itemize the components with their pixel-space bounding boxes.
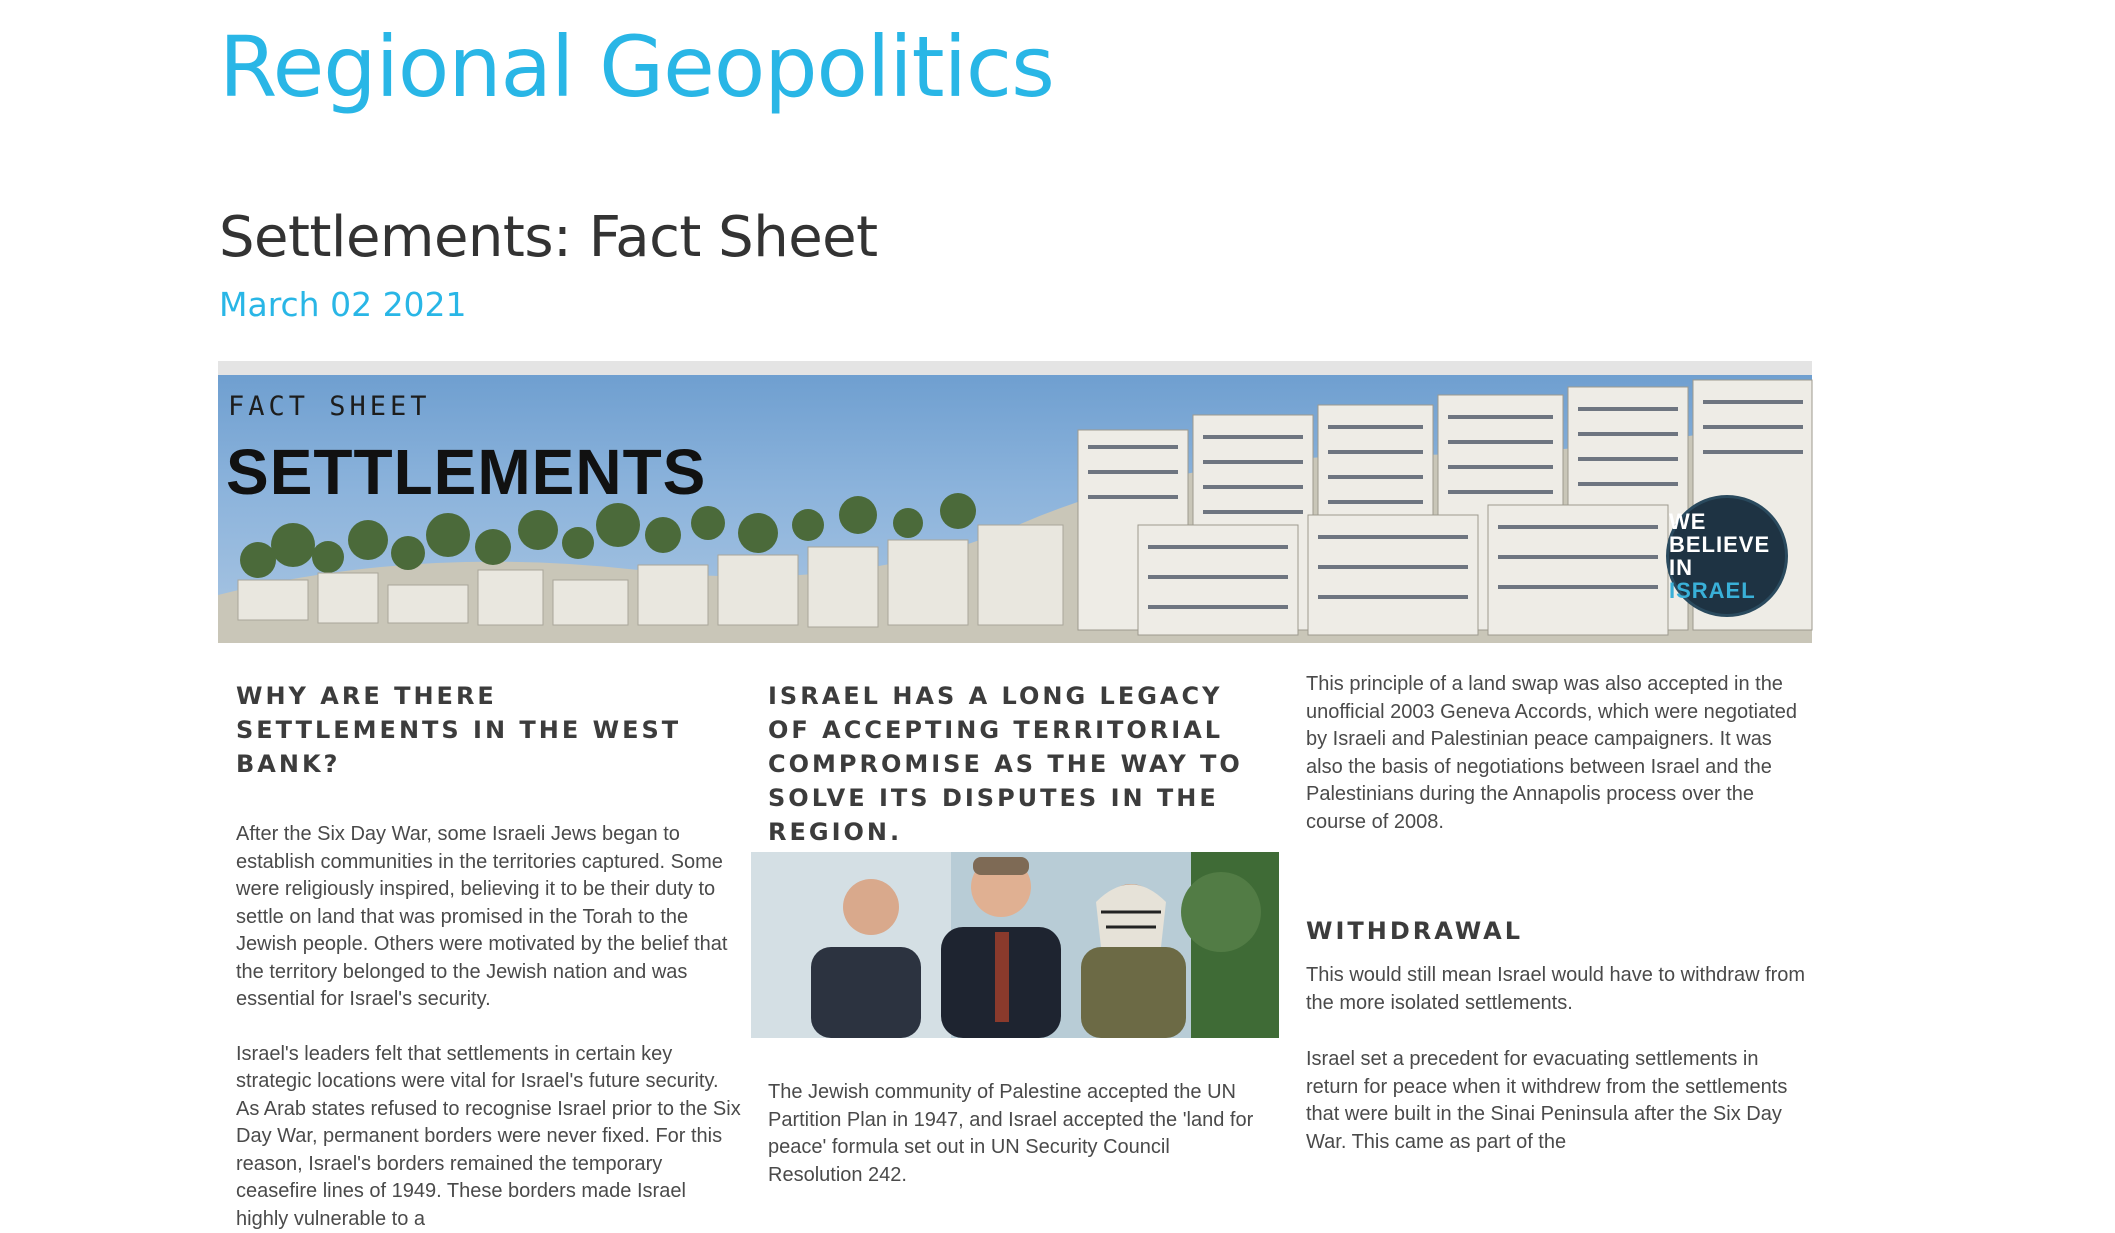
fact-sheet-image [218, 361, 1812, 1190]
banner-heading: SETTLEMENTS [226, 435, 706, 509]
badge-line-2-accent: ISRAEL [1669, 578, 1756, 603]
peace-accord-photo [751, 852, 1279, 1038]
column-paragraph: After the Six Day War, some Israeli Jews began to establish communities in the territories captured. Some were religiously inspired, believing it to be their duty to settle on land that was promised in the Torah to the Jewish people. Others were motivated by the belief that the territory belonged to the Jewish nation and was essential for Israel's security. [236, 821, 741, 1014]
column-paragraph: Israel set a precedent for evacuating settlements in return for peace when it withdrew from the settlements that were built in the Sinai Peninsula after the Six Day War. This came as part of the [1306, 1046, 1806, 1156]
settlement-skyline-illustration [218, 375, 1812, 643]
badge-line-2-prefix: IN [1669, 555, 1693, 580]
badge-line-2 [1669, 556, 1785, 602]
sheet-top-bar [218, 361, 1812, 375]
badge-line-1: WE BELIEVE [1669, 510, 1785, 556]
we-believe-in-israel-logo [1666, 495, 1788, 617]
article-title: Settlements: Fact Sheet [219, 205, 878, 270]
fact-sheet-banner [218, 375, 1812, 643]
column-heading: WITHDRAWAL [1306, 914, 1806, 948]
column-heading: ISRAEL HAS A LONG LEGACY OF ACCEPTING TERRITORIAL COMPROMISE AS THE WAY TO SOLVE ITS DISPUTES IN THE REGION. [768, 679, 1268, 849]
column-paragraph: This would still mean Israel would have to withdraw from the more isolated settlements. [1306, 962, 1806, 1017]
column-territorial-compromise-text [768, 1079, 1268, 1189]
handshake-photo-illustration [751, 852, 1279, 1038]
column-paragraph: This principle of a land swap was also accepted in the unofficial 2003 Geneva Accords, which were negotiated by Israeli and Palestinian peace campaigners. It was also the basis of negotiations between Israel and the Palestinians during the Annapolis process over the course of 2008. [1306, 671, 1806, 836]
column-paragraph: The Jewish community of Palestine accepted the UN Partition Plan in 1947, and Israel accepted the 'land for peace' formula set out in UN Security Council Resolution 242. [768, 1079, 1268, 1189]
banner-kicker: FACT SHEET [228, 391, 431, 422]
column-withdrawal [1306, 679, 1806, 1156]
column-territorial-compromise [768, 679, 1268, 849]
article-date: March 02 2021 [219, 285, 467, 324]
section-title[interactable]: Regional Geopolitics [219, 18, 1054, 116]
column-paragraph: Israel's leaders felt that settlements in certain key strategic locations were vital for Israel's future security. As Arab states refused to recognise Israel prior to the Six Day War, permanent borders were never fixed. For this reason, Israel's borders remained the temporary ceasefire lines of 1949. These borders made Israel highly vulnerable to a [236, 1041, 741, 1233]
column-why-settlements [236, 679, 741, 1233]
column-heading: WHY ARE THERE SETTLEMENTS IN THE WEST BANK? [236, 679, 706, 781]
